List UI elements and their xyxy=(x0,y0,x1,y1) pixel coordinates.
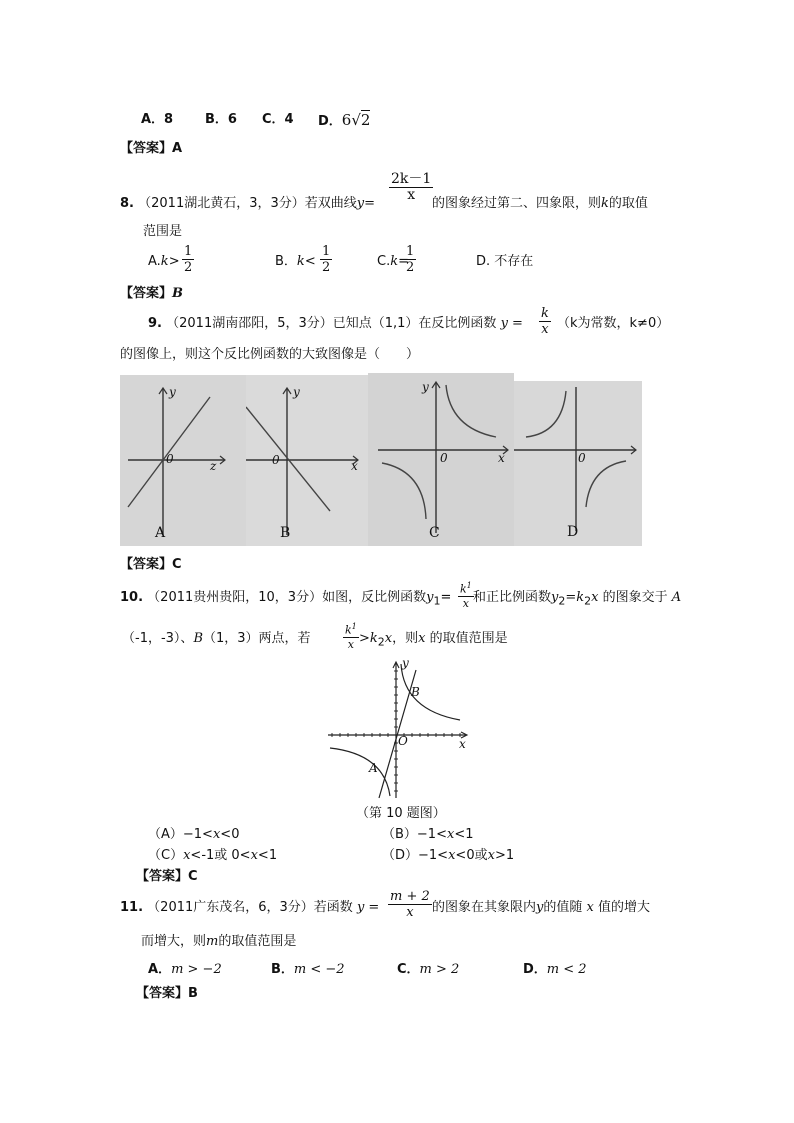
q11-fraction: $\frac{m + 2}{x}$ xyxy=(390,889,430,920)
q10-fig-label-o: O xyxy=(398,734,408,748)
q11-option-c: C．m > 2 xyxy=(397,962,460,977)
q9-graph-d xyxy=(514,381,642,546)
q10-fraction-2: $\frac{k^1}{x}$ xyxy=(345,622,357,651)
q9-graph-b-x-label: x xyxy=(351,459,358,473)
q10-fig-label-a: A xyxy=(369,761,378,775)
q8-option-c: C.k= xyxy=(377,254,410,269)
q9-graph-a-label: A xyxy=(155,525,166,541)
q8-option-a-half: $\frac{1}{2}$ xyxy=(184,244,193,275)
q10-fig-label-b: B xyxy=(411,685,420,699)
q8-line1: 8. （2011湖北黄石，3，3分）若双曲线y= xyxy=(120,196,376,211)
q9-graph-a-origin: 0 xyxy=(166,452,174,466)
q7-options xyxy=(141,111,371,129)
q9-answer: 【答案】C xyxy=(120,557,182,572)
q11-option-b: B．m < −2 xyxy=(271,962,345,977)
q9-graph-b-origin: 0 xyxy=(272,453,280,467)
q10-line1-right: 和正比例函数$y_2=k_2x$ 的图象交于 A xyxy=(473,590,682,608)
q10-fig-label-y: y xyxy=(402,656,409,670)
q8-option-a: A.k> xyxy=(148,254,180,269)
q10-figure-svg xyxy=(324,660,474,800)
q9-graph-c-label: C xyxy=(429,525,440,541)
q10-caption: （第 10 题图） xyxy=(356,806,446,821)
q11-line1-right: 的图象在其象限内y的值随 x 值的增大 xyxy=(432,900,651,915)
q10-option-a: （A）−1<x<0 xyxy=(148,827,240,842)
q7-option-b: B．6 xyxy=(205,112,237,127)
q8-option-d: D. 不存在 xyxy=(476,254,534,269)
q8-option-c-half: $\frac{1}{2}$ xyxy=(406,244,415,275)
q9-graph-b-y-label: y xyxy=(293,385,300,399)
q9-graph-a-x-label: z xyxy=(210,459,217,473)
q10-answer: 【答案】C xyxy=(136,869,198,884)
q9-graph-a xyxy=(120,375,246,546)
q9-graph-b xyxy=(246,375,368,546)
q10-option-b: （B）−1<x<1 xyxy=(382,827,474,842)
q10-option-d: （D）−1<x<0或x>1 xyxy=(382,848,515,863)
q10-fraction-1: $\frac{k^1}{x}$ xyxy=(460,581,472,610)
q9-graph-d-label: D xyxy=(567,524,579,540)
q9-graph-c-y-label: y xyxy=(422,380,429,394)
q9-graph-c-origin: 0 xyxy=(440,451,448,465)
q9-graph-c-x-label: x xyxy=(498,451,505,465)
q9-line1-right: （k为常数，k≠0） xyxy=(557,316,670,331)
q7-option-a: A．8 xyxy=(141,112,174,127)
q8-main-fraction: $\frac{2k-1}{x}$ xyxy=(391,171,432,203)
q9-graph-b-label: B xyxy=(280,525,291,541)
q7-answer: 【答案】A xyxy=(120,141,183,156)
q9-graph-a-y-label: y xyxy=(169,385,176,399)
q7-option-d: D．6√2 xyxy=(318,111,371,129)
q7-option-c: C．4 xyxy=(262,112,294,127)
q8-line2: 范围是 xyxy=(143,224,183,239)
q9-line1: 9. （2011湖南邵阳，5，3分）已知点（1,1）在反比例函数 y = xyxy=(148,316,523,331)
q11-option-d: D．m < 2 xyxy=(523,962,587,977)
q10-figure xyxy=(324,656,474,800)
q8-option-b: B．k< xyxy=(275,254,316,269)
q11-line1: 11. （2011广东茂名，6，3分）若函数 y = xyxy=(120,900,380,915)
q11-line2: 而增大，则m的取值范围是 xyxy=(141,934,297,949)
sqrt-symbol: √ xyxy=(351,111,361,129)
q10-line2-right: $>k_2x$，则x 的取值范围是 xyxy=(359,631,508,649)
q10-option-c: （C）x<-1或 0<x<1 xyxy=(148,848,278,863)
q10-line2: （-1，-3）、B（1，3）两点，若 xyxy=(122,631,311,646)
q9-graph-d-origin: 0 xyxy=(578,451,586,465)
q9-line2: 的图像上，则这个反比例函数的大致图像是（ ） xyxy=(120,347,420,362)
q8-option-b-half: $\frac{1}{2}$ xyxy=(322,244,331,275)
q10-fig-label-x: x xyxy=(459,737,466,751)
q8-answer: 【答案】B xyxy=(120,286,184,301)
q9-fraction: $\frac{k}{x}$ xyxy=(541,306,549,337)
q9-graph-c xyxy=(368,373,514,546)
q10-line1: 10. （2011贵州贵阳，10，3分）如图，反比例函数$y_1=$ xyxy=(120,590,452,608)
q11-answer: 【答案】B xyxy=(136,986,198,1001)
q8-line1-right: 的图象经过第二、四象限，则k的取值 xyxy=(432,196,648,211)
q11-option-a: A．m > −2 xyxy=(148,962,222,977)
